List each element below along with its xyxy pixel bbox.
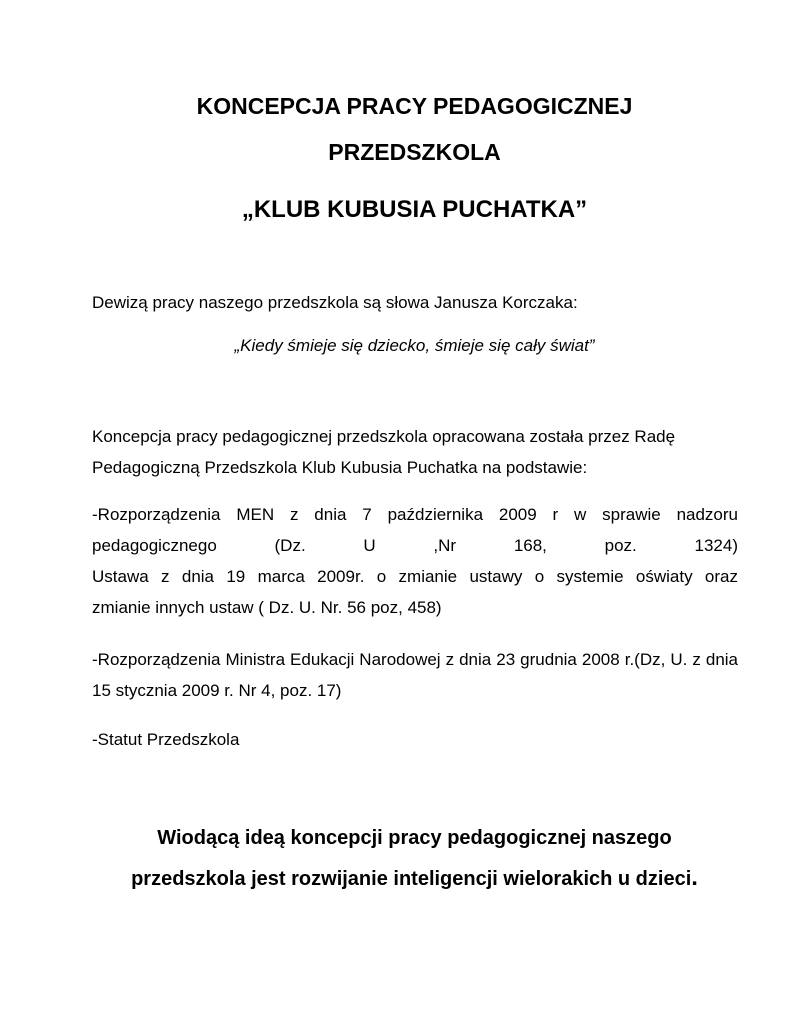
basis-intro-paragraph: Koncepcja pracy pedagogicznej przedszkola opracowana została przez Radę Pedagogiczną Przedszkola Klub Kubusia Puchatka na podstawie: [92,427,676,477]
closing-line-1: Wiodącą ideą koncepcji pracy pedagogicznej naszego [157,827,672,849]
closing-period: . [691,864,698,891]
closing-line-2 [0,858,791,899]
document-title-line-1: KONCEPCJA PRACY PEDAGOGICZNEJ [196,93,633,119]
document-title-line-3: „KLUB KUBUSIA PUCHATKA” [241,196,588,223]
closing-line-2-text: przedszkola jest rozwijanie inteligencji wielorakich u dzieci [131,868,692,890]
basis-item-1-line-1: -Rozporządzenia MEN z dnia 7 października 2009 r w sprawie nadzoru [92,505,738,524]
closing-statement [0,818,791,899]
motto-intro: Dewizą pracy naszego przedszkola są słowa Janusza Korczaka: [92,293,578,312]
basis-item-3: -Statut Przedszkola [92,730,240,749]
document-title-line-2: PRZEDSZKOLA [328,139,501,165]
motto-quote: „Kiedy śmieje się dziecko, śmieje się cały świat” [234,336,595,355]
basis-item-1 [92,499,738,623]
basis-item-2: -Rozporządzenia Ministra Edukacji Narodowej z dnia 23 grudnia 2008 r.(Dz, U. z dnia 15 stycznia 2009 r. Nr 4, poz. 17) [92,650,738,700]
basis-item-1-line-3: Ustawa z dnia 19 marca 2009r. o zmianie ustawy o systemie oświaty oraz [92,567,738,586]
basis-item-1-line-2: pedagogicznego (Dz. U ,Nr 168, poz. 1324) [92,536,738,555]
basis-item-1-line-4: zmianie innych ustaw ( Dz. U. Nr. 56 poz, 458) [92,598,442,617]
